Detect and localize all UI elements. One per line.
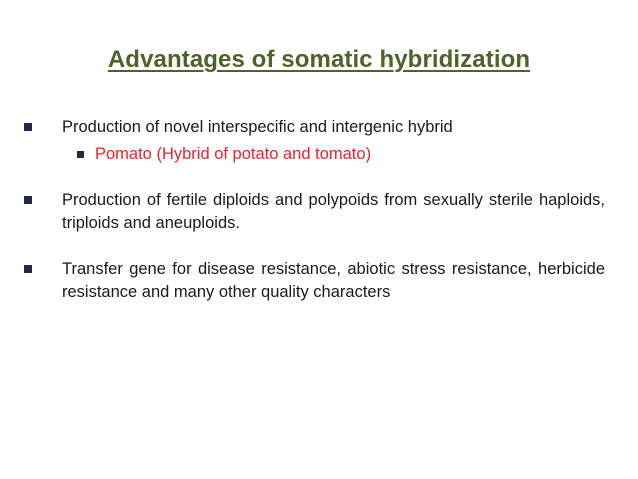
bullet-item-1 xyxy=(20,116,605,139)
square-bullet-icon xyxy=(77,151,84,158)
sub-bullet-item-1 xyxy=(20,143,605,166)
bullet-list xyxy=(20,116,605,304)
square-bullet-icon xyxy=(24,123,32,131)
bullet-item-3 xyxy=(20,258,605,304)
square-bullet-icon xyxy=(24,196,32,204)
sub-bullet-text-1: Pomato (Hybrid of potato and tomato) xyxy=(95,145,372,163)
bullet-item-2 xyxy=(20,189,605,235)
bullet-text-3: Transfer gene for disease resistance, abiotic stress resistance, herbicide resistance and many other quality characters xyxy=(62,260,605,301)
square-bullet-icon xyxy=(24,265,32,273)
slide-title: Advantages of somatic hybridization xyxy=(107,46,531,73)
bullet-text-1: Production of novel interspecific and intergenic hybrid xyxy=(62,118,453,136)
bullet-text-2: Production of fertile diploids and polypoids from sexually sterile haploids, triploids and aneuploids. xyxy=(62,191,605,232)
